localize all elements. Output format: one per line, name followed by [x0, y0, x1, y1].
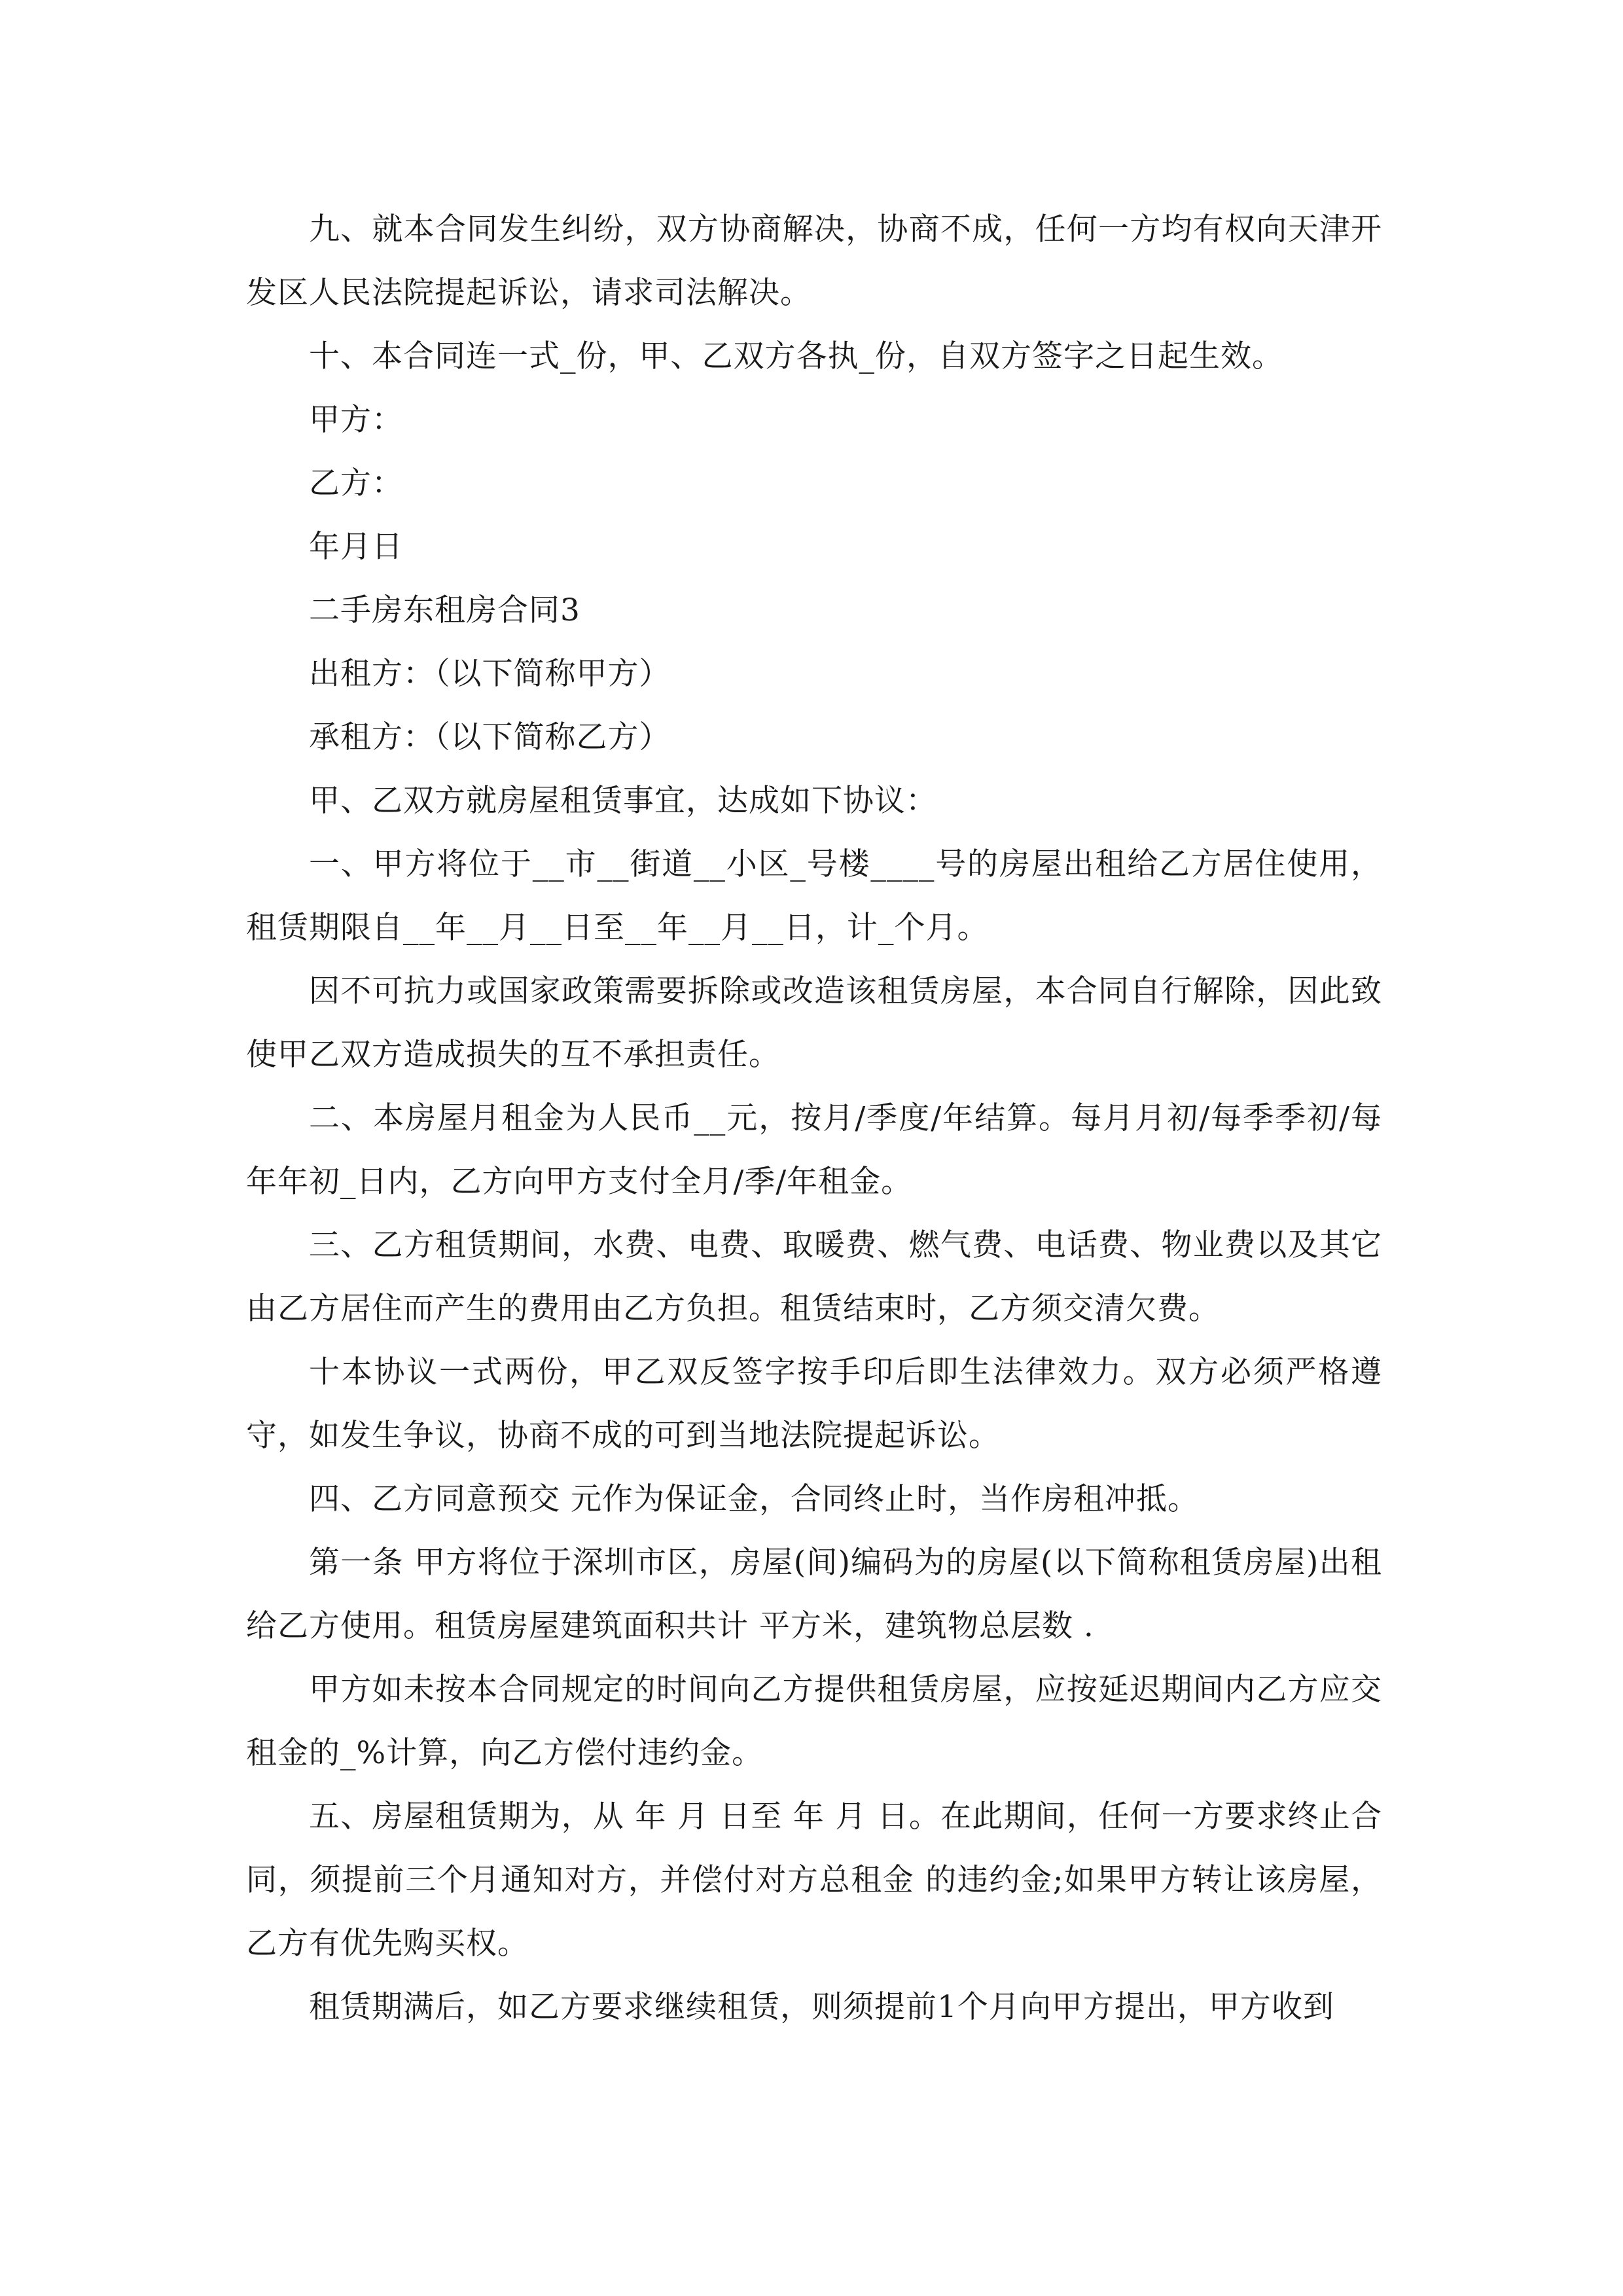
contract-title: 二手房东租房合同3 — [309, 592, 580, 628]
lessee-line: 承租方：（以下简称乙方） — [309, 719, 671, 755]
clause-force-majeure: 因不可抗力或国家政策需要拆除或改造该租赁房屋，本合同自行解除，因此致使甲乙双方造成损失的互不承担责任。 — [246, 973, 1382, 1073]
clause-renewal: 租赁期满后，如乙方要求继续租赁，则须提前1个月向甲方提出，甲方收到 — [309, 1989, 1334, 2025]
article-1-premises: 第一条 甲方将位于深圳市区，房屋(间)编码为的房屋(以下简称租赁房屋)出租给乙方使用。租赁房屋建筑面积共计 平方米，建筑物总层数 . — [246, 1545, 1382, 1644]
paragraph-dispute-resolution: 九、就本合同发生纠纷，双方协商解决，协商不成，任何一方均有权向天津开发区人民法院提起诉讼，请求司法解决。 — [246, 211, 1382, 311]
signature-party-a: 甲方： — [309, 402, 403, 438]
clause-late-delivery-penalty: 甲方如未按本合同规定的时间向乙方提供租赁房屋，应按延迟期间内乙方应交租金的_%计算，向乙方偿付违约金。 — [246, 1672, 1382, 1771]
paragraph-copies-clause: 十、本合同连一式_份，甲、乙双方各执_份，自双方签字之日起生效。 — [309, 338, 1283, 374]
clause-3-fees: 三、乙方租赁期间，水费、电费、取暖费、燃气费、电话费、物业费以及其它由乙方居住而产生的费用由乙方负担。租赁结束时，乙方须交清欠费。 — [246, 1227, 1382, 1327]
clause-2-rent: 二、本房屋月租金为人民币__元，按月/季度/年结算。每月月初/每季季初/每年年初_日内，乙方向甲方支付全月/季/年租金。 — [246, 1100, 1382, 1200]
clause-agreement-copies: 十本协议一式两份，甲乙双反签字按手印后即生法律效力。双方必须严格遵守，如发生争议，协商不成的可到当地法院提起诉讼。 — [246, 1354, 1382, 1454]
clause-1-location-term: 一、甲方将位于__市__街道__小区_号楼____号的房屋出租给乙方居住使用，租赁期限自__年__月__日至__年__月__日，计_个月。 — [246, 846, 1382, 946]
signature-party-b: 乙方： — [309, 465, 403, 501]
clause-5-lease-term: 五、房屋租赁期为，从 年 月 日至 年 月 日。在此期间，任何一方要求终止合同，须提前三个月通知对方，并偿付对方总租金 的违约金;如果甲方转让该房屋，乙方有优先购买权。 — [246, 1799, 1382, 1962]
lessor-line: 出租方：（以下简称甲方） — [309, 656, 671, 692]
clause-4-deposit: 四、乙方同意预交 元作为保证金，合同终止时，当作房租冲抵。 — [309, 1481, 1199, 1517]
signature-date: 年月日 — [309, 529, 403, 565]
agreement-intro: 甲、乙双方就房屋租赁事宜，达成如下协议： — [309, 783, 937, 819]
document-body — [246, 198, 1382, 2039]
